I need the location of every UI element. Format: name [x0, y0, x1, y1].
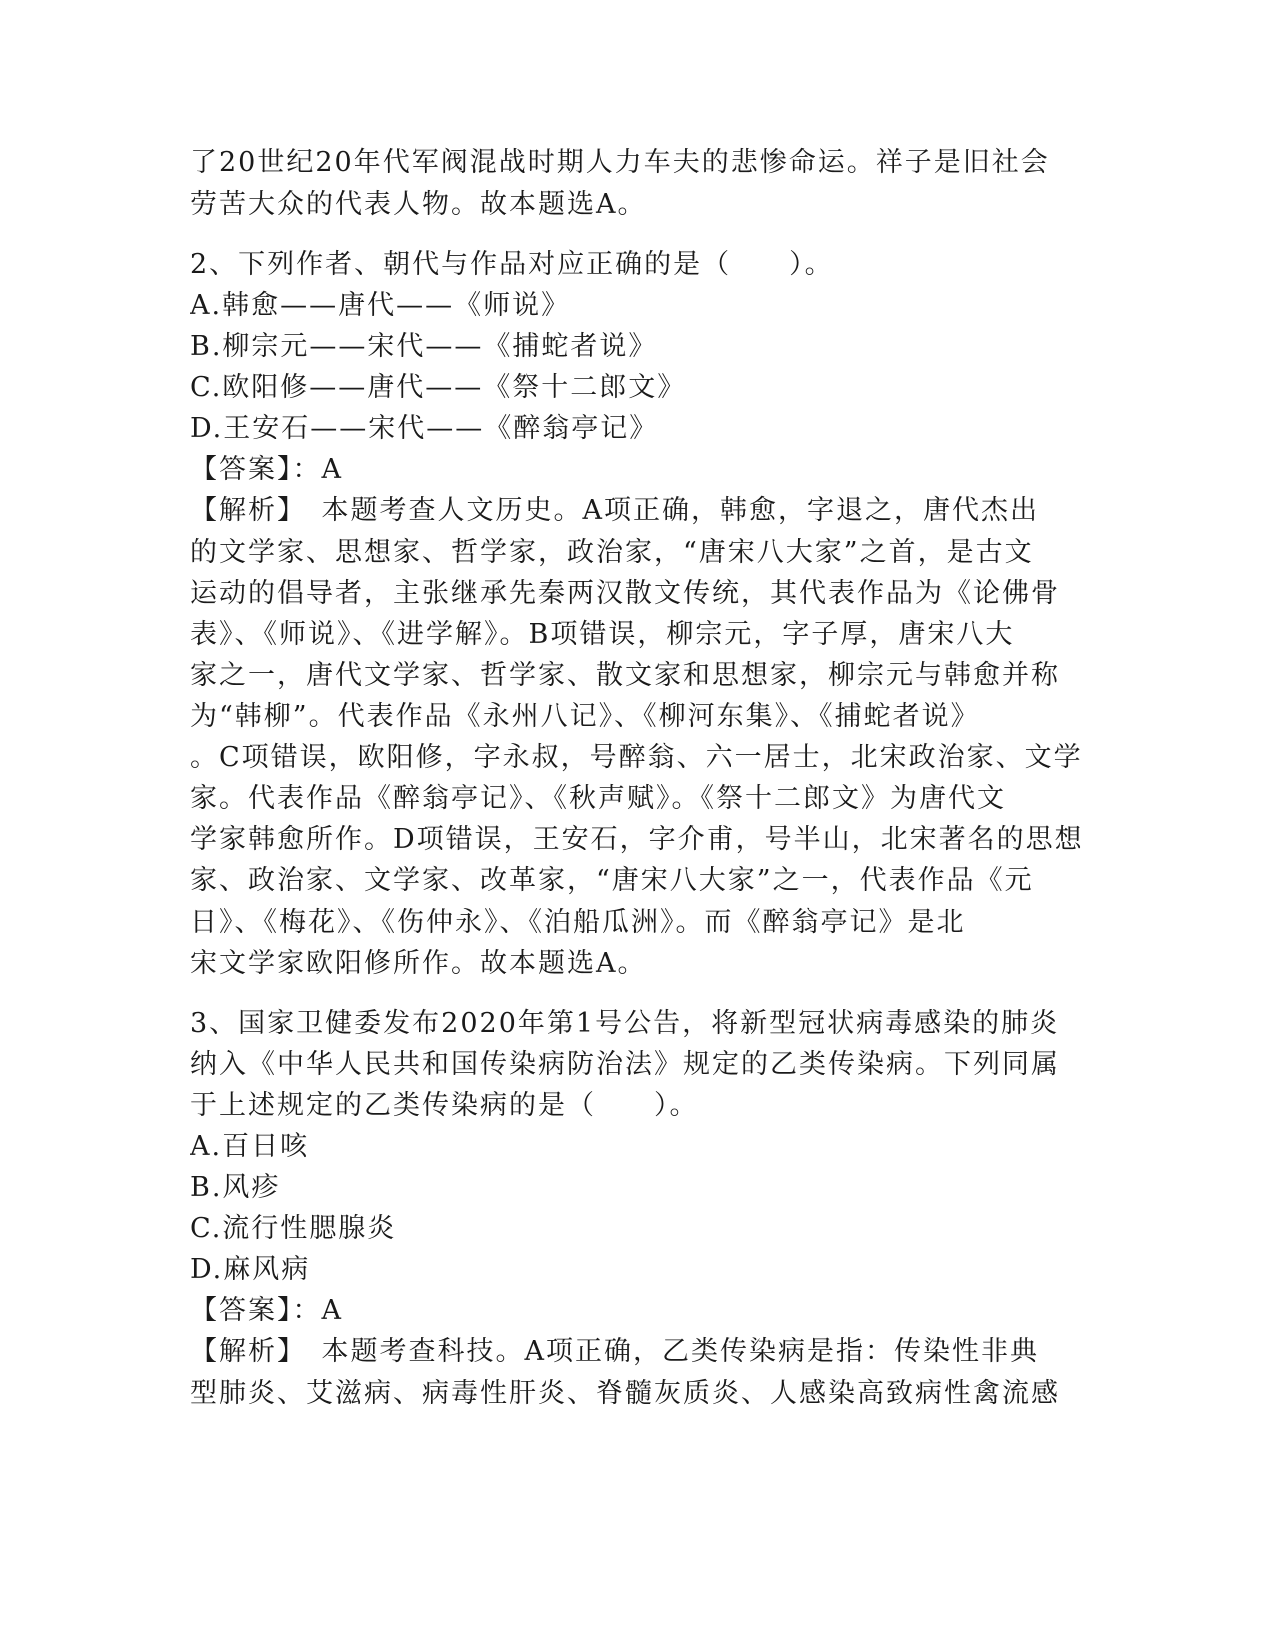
- paragraph-line: 了20世纪20年代军阀混战时期人力车夫的悲惨命运。祥子是旧社会: [190, 147, 1050, 178]
- question-2-option-c: C.欧阳修——唐代——《祭十二郎文》: [190, 372, 687, 403]
- question-2-analysis-line: 【解析】 本题考查人文历史。A项正确，韩愈，字退之，唐代杰出: [190, 495, 1039, 526]
- question-2-analysis-line: 家。代表作品《醉翁亭记》、《秋声赋》。《祭十二郎文》为唐代文: [190, 783, 1006, 814]
- question-2-analysis-line: 宋文学家欧阳修所作。故本题选A。: [190, 948, 647, 979]
- question-2-analysis-line: 表》、《师说》、《进学解》。B项错误，柳宗元，字子厚，唐宋八大: [190, 619, 1015, 650]
- question-2-analysis-line: 家之一，唐代文学家、哲学家、散文家和思想家，柳宗元与韩愈并称: [190, 660, 1060, 691]
- question-2-option-a: A.韩愈——唐代——《师说》: [190, 290, 571, 321]
- question-2-analysis-line: 运动的倡导者，主张继承先秦两汉散文传统，其代表作品为《论佛骨: [190, 578, 1060, 609]
- question-3-stem-line: 3、国家卫健委发布2020年第1号公告，将新型冠状病毒感染的肺炎: [190, 1008, 1060, 1039]
- question-2-analysis-line: 学家韩愈所作。D项错误，王安石，字介甫，号半山，北宋著名的思想: [190, 824, 1084, 855]
- question-2-analysis-line: 的文学家、思想家、哲学家，政治家，“唐宋八大家”之首，是古文: [190, 537, 1034, 568]
- question-3-option-a: A.百日咳: [190, 1131, 310, 1162]
- question-2-option-d: D.王安石——宋代——《醉翁亭记》: [190, 413, 659, 444]
- question-2-analysis-line: 。C项错误，欧阳修，字永叔，号醉翁、六一居士，北宋政治家、文学: [190, 742, 1083, 773]
- question-3-stem-line: 纳入《中华人民共和国传染病防治法》规定的乙类传染病。下列同属: [190, 1049, 1060, 1080]
- question-3-stem-line: 于上述规定的乙类传染病的是（ ）。: [190, 1090, 699, 1121]
- question-3-analysis-line: 型肺炎、艾滋病、病毒性肝炎、脊髓灰质炎、人感染高致病性禽流感: [190, 1378, 1060, 1409]
- question-2-stem: 2、下列作者、朝代与作品对应正确的是（ ）。: [190, 249, 834, 280]
- question-3-answer: 【答案】：A: [190, 1295, 343, 1326]
- question-3-option-c: C.流行性腮腺炎: [190, 1213, 397, 1244]
- question-2-option-b: B.柳宗元——宋代——《捕蛇者说》: [190, 331, 658, 362]
- question-2-analysis-line: 家、政治家、文学家、改革家，“唐宋八大家”之一，代表作品《元: [190, 865, 1034, 896]
- question-2-analysis-line: 日》、《梅花》、《伤仲永》、《泊船瓜洲》。而《醉翁亭记》是北: [190, 907, 966, 938]
- paragraph-line: 劳苦大众的代表人物。故本题选A。: [190, 189, 647, 220]
- question-3-option-d: D.麻风病: [190, 1254, 311, 1285]
- question-2-analysis-line: 为“韩柳”。代表作品《永州八记》、《柳河东集》、《捕蛇者说》: [190, 701, 980, 732]
- question-2-answer: 【答案】：A: [190, 454, 343, 485]
- question-3-analysis-line: 【解析】 本题考查科技。A项正确，乙类传染病是指：传染性非典: [190, 1336, 1039, 1367]
- question-3-option-b: B.风疹: [190, 1172, 281, 1203]
